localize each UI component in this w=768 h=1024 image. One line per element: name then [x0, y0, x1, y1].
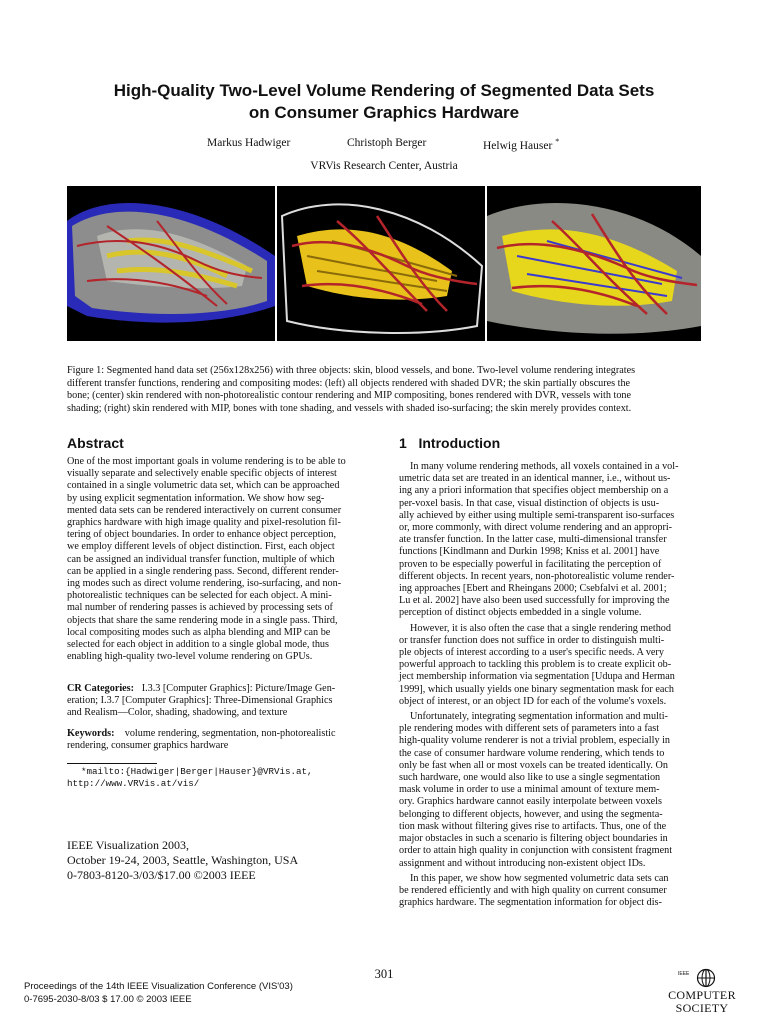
author-1: Markus Hadwiger [207, 137, 291, 149]
footnote-line: *mailto:{Hadwiger|Berger|Hauser}@VRVis.at, [81, 766, 313, 777]
introduction-line: ally achieved by either using multiple semi-transparent iso-surfaces [399, 509, 675, 521]
section-number: 1 [399, 435, 407, 451]
introduction-line: belonging to different objects, however, and using the segmenta- [399, 808, 663, 820]
keywords-line: rendering, consumer graphics hardware [67, 740, 229, 752]
author-3-name: Helwig Hauser [483, 139, 553, 152]
keywords-text: volume rendering, segmentation, non-photorealistic [124, 728, 336, 739]
keywords [67, 728, 369, 752]
abstract-line: mented data sets can be rendered interactively on current consumer [67, 504, 342, 516]
abstract-line: One of the most important goals in volume rendering is to be able to [67, 456, 346, 467]
introduction-line: per-voxel basis. In that case, visual distinction of objects is usu- [399, 497, 660, 509]
logo-ieee-text: IEEE [678, 971, 690, 977]
abstract-line: we employ different levels of object distinction. First, each object [67, 541, 335, 553]
cr-line: and Realism—Color, shading, shadowing, and texture [67, 707, 288, 719]
keywords-label: Keywords: [67, 728, 115, 739]
introduction-line: mask volume in order to use a minimal amount of texture mem- [399, 784, 660, 796]
introduction-line: object of interest, or an object ID for each of the volume's voxels. [399, 695, 667, 707]
introduction-line: graphics hardware. The segmentation information for object dis- [399, 897, 662, 909]
footnote-line: http://www.VRVis.at/vis/ [67, 778, 200, 789]
abstract-line: enabling high-quality two-level volume rendering on GPUs. [67, 651, 313, 663]
paper-title [0, 80, 768, 124]
abstract-line: contained in a single volumetric data set, which can be approached [67, 480, 340, 492]
introduction-line: ple objects of interest according to a user's specific needs. A very [399, 647, 664, 659]
abstract-line: ing modes such as direct volume rendering, iso-surfacing, and non- [67, 578, 342, 590]
cr-text: I.3.3 [Computer Graphics]: Picture/Image Gen- [141, 683, 336, 694]
author-3 [483, 137, 559, 152]
keywords-line [67, 728, 369, 740]
title-line-1: High-Quality Two-Level Volume Rendering of Segmented Data Sets [113, 81, 655, 100]
abstract-line: by using explicit segmentation information. We show how seg- [67, 492, 325, 504]
computer-society-logo [660, 968, 744, 1020]
introduction-line: proven to be especially powerful in facilitating the perception of [399, 558, 662, 570]
introduction-line: ory. Graphics hardware cannot easily interpolate between voxels [399, 796, 662, 808]
introduction-line: In this paper, we show how segmented volumetric data sets can [410, 872, 669, 884]
author-footnote [67, 766, 369, 790]
introduction-line: the case of consumer hardware volume rendering, which tends to [399, 747, 665, 759]
proceedings-info [24, 980, 293, 1006]
abstract-body [67, 456, 369, 663]
introduction-line: ple rendering modes with different sets of parameters into a fast [399, 723, 660, 735]
page-number: 301 [374, 967, 394, 981]
logo-line-1: COMPUTER [668, 988, 736, 1002]
abstract-heading: Abstract [67, 435, 124, 451]
introduction-heading [399, 435, 500, 451]
cr-categories [67, 683, 369, 720]
conference-line: October 19-24, 2003, Seattle, Washington, USA [67, 853, 299, 867]
introduction-line: different objects. In recent years, non-photorealistic volume render- [399, 570, 675, 582]
proceedings-line-2: 0-7695-2030-8/03 $ 17.00 © 2003 IEEE [24, 994, 192, 1005]
ieee-emblem-icon [696, 968, 716, 988]
introduction-body [399, 461, 701, 909]
figure-panel-center [277, 186, 485, 341]
figure-panel-left [67, 186, 275, 341]
introduction-line: ate transfer function. In the latter case, multi-dimensional transfer [399, 534, 667, 546]
introduction-line: or transfer function does not suffice in order to distinguish multi- [399, 634, 665, 646]
caption-line: different transfer functions, rendering and compositing modes: (left) all objects rendered with shaded DVR; the skin partially obscures the [67, 377, 631, 389]
footnote-rule [67, 763, 157, 764]
figure-caption [67, 365, 702, 415]
author-2: Christoph Berger [347, 137, 427, 149]
introduction-line: be rendered efficiently and with high quality on current consumer [399, 884, 667, 896]
abstract-line: graphics hardware with high image quality and pixel-resolution fil- [67, 517, 341, 529]
introduction-line: or, more commonly, with direct volume rendering and an appropri- [399, 522, 673, 534]
introduction-line: powerful approach to tackling this problem is to create explicit ob- [399, 659, 672, 671]
cr-line: eration; I.3.7 [Computer Graphics]: Three-Dimensional Graphics [67, 695, 333, 707]
abstract-line: mal number of rendering passes is achieved by processing sets of [67, 602, 333, 614]
proceedings-line-1: Proceedings of the 14th IEEE Visualization Conference (VIS'03) [24, 981, 293, 992]
introduction-line: high-quality volume renderer is not a trivial problem, especially in [399, 735, 671, 747]
introduction-line: umetric data set are treated in an identical manner, i.e., without us- [399, 473, 671, 485]
introduction-line: In many volume rendering methods, all voxels contained in a vol- [410, 461, 679, 472]
conference-line: 0-7803-8120-3/03/$17.00 ©2003 IEEE [67, 868, 256, 882]
introduction-line: such hardware, one would also like to use a single segmentation [399, 772, 661, 784]
introduction-line: order to attain high quality in conjunction with consistent fragment [399, 845, 673, 857]
caption-line: bone; (center) skin rendered with non-photorealistic contour rendering and MIP compositing, bones rendered with DVR, vessels with tone [67, 390, 632, 402]
affiliation: VRVis Research Center, Austria [310, 160, 458, 172]
introduction-line: perception of distinct objects embedded in a single volume. [399, 607, 642, 619]
author-footnote-marker: * [555, 137, 560, 146]
introduction-line: tion mask without filtering gives rise to artifacts. Thus, one of the [399, 820, 667, 832]
abstract-line: visually separate and selectively enable specific objects of interest [67, 468, 337, 480]
introduction-line: ject membership information via segmentation [Udupa and Herman [399, 671, 675, 683]
caption-line: shading; (right) skin rendered with MIP, bones with tone shading, and vessels with shaded iso-surfacing; the skin merely provides context. [67, 402, 632, 414]
abstract-line: photorealistic techniques can be selected for each object. A mini- [67, 590, 332, 602]
introduction-line: only be fast when all or most voxels can be treated identically. On [399, 759, 668, 771]
abstract-line: tering of object boundaries. In order to enhance object perception, [67, 529, 337, 541]
conference-info [67, 838, 369, 883]
introduction-line: assignment and without introducing non-existent object IDs. [399, 857, 646, 869]
title-line-2: on Consumer Graphics Hardware [248, 103, 520, 122]
abstract-line: local compositing modes such as alpha blending and MIP can be [67, 626, 331, 638]
introduction-line: Unfortunately, integrating segmentation information and multi- [410, 711, 668, 723]
conference-line: IEEE Visualization 2003, [67, 838, 190, 852]
introduction-line: However, it is also often the case that a single rendering method [410, 622, 671, 634]
abstract-line: selected for each object in addition to a single global mode, thus [67, 639, 329, 651]
cr-line [67, 683, 369, 695]
introduction-line: 1999], which usually yields one binary segmentation mask for each [399, 683, 674, 695]
introduction-line: functions [Kindlmann and Durkin 1998; Kniss et al. 2001] have [399, 546, 660, 558]
section-title: Introduction [418, 435, 501, 451]
figure-panel-right [487, 186, 701, 341]
introduction-line: ing approaches [Ebert and Rheingans 2000; Csebfalvi et al. 2001; [399, 583, 667, 595]
introduction-line: major obstacles in such a scenario is filtering object boundaries in [399, 833, 668, 845]
introduction-line: Lu et al. 2002] have also been used successfully for improving the [399, 595, 670, 607]
introduction-line: ing any a priori information that specifies object membership on a [399, 485, 669, 497]
logo-line-2: SOCIETY [675, 1001, 729, 1015]
abstract-line: can be applied in a single rendering pass. Second, different render- [67, 565, 339, 577]
caption-line: Figure 1: Segmented hand data set (256x128x256) with three objects: skin, blood vessels, and bone. Two-level volume rendering integrates [67, 365, 636, 376]
abstract-line: objects that share the same rendering mode in a single pass. Third, [67, 614, 338, 626]
abstract-line: can be assigned an individual transfer function, multiple of which [67, 553, 335, 565]
cr-label: CR Categories: [67, 683, 135, 694]
